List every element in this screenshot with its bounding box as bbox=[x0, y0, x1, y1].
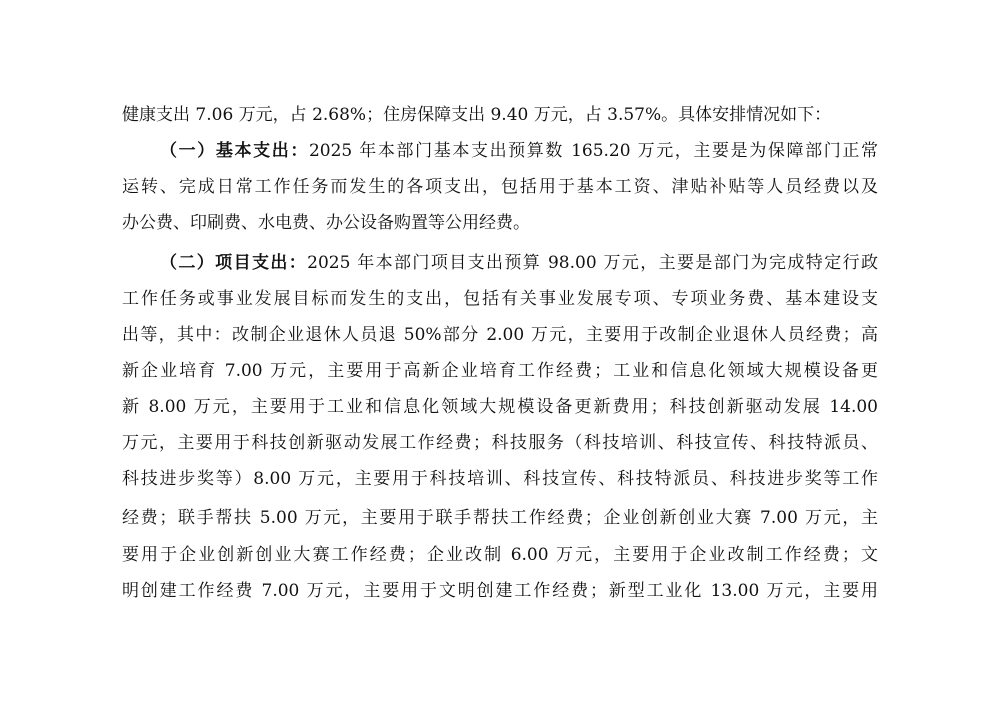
line-text: 出等，其中：改制企业退休人员退 50%部分 2.00 万元，主要用于改制企业退休人员经费；高 bbox=[122, 325, 878, 345]
line-text: 要用于企业创新创业大赛工作经费；企业改制 6.00 万元，主要用于企业改制工作经费；文 bbox=[122, 545, 878, 565]
paragraph-line bbox=[122, 461, 878, 497]
section-heading-basic-expenditure: （一）基本支出： bbox=[160, 141, 309, 161]
line-text: 万元，主要用于科技创新驱动发展工作经费；科技服务（科技培训、科技宣传、科技特派员、 bbox=[122, 433, 878, 453]
line-text: 办公费、印刷费、水电费、办公设备购置等公用经费。 bbox=[122, 213, 530, 233]
paragraph-line bbox=[122, 500, 878, 536]
line-text: 运转、完成日常工作任务而发生的各项支出，包括用于基本工资、津贴补贴等人员经费以及 bbox=[122, 177, 878, 197]
line-text: 工作任务或事业发展目标而发生的支出，包括有关事业发展专项、专项业务费、基本建设支 bbox=[122, 289, 878, 309]
section-heading-project-expenditure: （二）项目支出： bbox=[160, 253, 308, 273]
section-heading-line bbox=[160, 133, 878, 169]
paragraph-line bbox=[122, 281, 878, 317]
paragraph-line bbox=[122, 169, 878, 205]
section-heading-line bbox=[160, 245, 878, 281]
paragraph-line bbox=[122, 573, 878, 609]
paragraph-line bbox=[122, 205, 878, 241]
line-text: 新企业培育 7.00 万元，主要用于高新企业培育工作经费；工业和信息化领域大规模设备更 bbox=[122, 361, 878, 381]
line-text: 2025 年本部门项目支出预算 98.00 万元，主要是部门为完成特定行政 bbox=[307, 253, 878, 273]
line-text: 明创建工作经费 7.00 万元，主要用于文明创建工作经费；新型工业化 13.00 万元，主要用 bbox=[122, 581, 878, 601]
paragraph-line bbox=[122, 425, 878, 461]
paragraph-line bbox=[122, 97, 878, 133]
paragraph-line bbox=[122, 537, 878, 573]
line-text: 经费；联手帮扶 5.00 万元，主要用于联手帮扶工作经费；企业创新创业大赛 7.00 万元，主 bbox=[122, 508, 878, 528]
line-text: 科技进步奖等）8.00 万元，主要用于科技培训、科技宣传、科技特派员、科技进步奖等工作 bbox=[122, 469, 878, 489]
line-text: 新 8.00 万元，主要用于工业和信息化领域大规模设备更新费用；科技创新驱动发展 14.00 bbox=[122, 397, 878, 417]
line-text: 2025 年本部门基本支出预算数 165.20 万元，主要是为保障部门正常 bbox=[308, 141, 878, 161]
line-text: 健康支出 7.06 万元，占 2.68%；住房保障支出 9.40 万元，占 3.57%。具体安排情况如下： bbox=[122, 105, 832, 125]
paragraph-line bbox=[122, 353, 878, 389]
paragraph-line bbox=[122, 317, 878, 353]
paragraph-line bbox=[122, 389, 878, 425]
